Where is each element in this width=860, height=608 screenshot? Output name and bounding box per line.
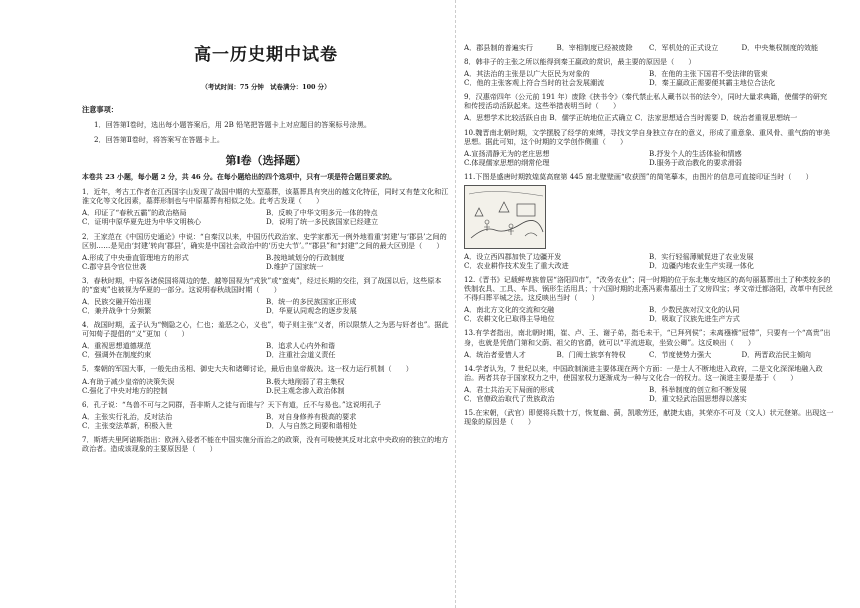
question-stem: 4．战国时期，孟子认为“恻隐之心，仁也；羞恶之心，义也”，荀子则主张“义者，所以限禁人之为恶与奸者也”。据此可知荀子提倡的“义”更加（ ） xyxy=(82,320,449,339)
answer-option: A．其法治的主张是以广大臣民为对象的 xyxy=(464,69,590,79)
answer-option: B．少数民族对汉文化的认同 xyxy=(649,305,740,315)
answer-option: B.按地域划分的行政制度 xyxy=(266,252,345,262)
question xyxy=(464,275,834,323)
answer-option: C．主张变法革新，积极入世 xyxy=(82,420,173,430)
answer-option: A.有助于减少皇帝的决策失误 xyxy=(82,376,175,386)
answer-option: A．南北方文化的交流和交融 xyxy=(464,305,555,315)
question-options xyxy=(464,69,834,87)
answer-option: C．兼并战争十分频繁 xyxy=(82,306,152,316)
answer-option: C．官僚政治取代了贵族政治 xyxy=(464,393,555,403)
harvest-mural-image xyxy=(464,185,546,249)
question-options xyxy=(82,377,450,395)
answer-option: B．在他的主张下国君不受法律的管束 xyxy=(649,69,768,79)
answer-option: B．统一的多民族国家正形成 xyxy=(266,297,357,306)
question-stem: 14.学者认为，7 世纪以来，中国政制演进主要体现在两个方面：一是士人不断地进入政府，二是文化深深地融入政治。两者共存于国家权力之中，使国家权力逐渐成为一种与文化合一的权力。这一演进主要是基于（ ） xyxy=(464,363,823,382)
answer-option: C．节度使势力强大 xyxy=(649,349,712,359)
answer-option: C．农业耕作技术发生了重大改进 xyxy=(464,261,569,271)
question-stem: 12.《晋书》记载鲜卑族曾居“洛阳四市”，“改务农业”；同一时期的位于东北集安地区的高句丽墓葬出土了种类较多的铁制农具、工具、车具、锅形生活用具；十六国时期的北燕冯素弗墓出土了文房四宝；孝文帝迁都洛阳，改革中有民丝不得归葬平城之法。这反映出当时（ ） xyxy=(464,275,833,303)
answer-option: A.形成了中央垂直管理地方的形式 xyxy=(82,252,189,262)
answer-option: A．郡县制的普遍实行 xyxy=(464,43,533,52)
question xyxy=(464,57,834,87)
answer-option: A．印证了“春秋五霸”的政治格局 xyxy=(82,208,187,218)
answer-option: D．人与自然之间要和谐相处 xyxy=(266,420,357,430)
question-stem: 10.魏晋南北朝时期，文学摆脱了经学的束缚，寻找文学自身独立存在的意义，形成了重意象、重风骨、重气韵的审美思想。据此可知，这个时期的文学创作侧重（ ） xyxy=(464,127,830,146)
answer-option: D.民主观念渗入政治体制 xyxy=(266,385,345,395)
question-options xyxy=(82,412,450,430)
left-column xyxy=(82,0,450,608)
answer-option: D．两晋政治民主倾向 xyxy=(741,349,812,359)
question xyxy=(82,400,450,430)
notice-item: 1．回答第Ⅰ卷时，选出每小题答案后，用 2B 铅笔把答题卡上对应题目的答案标号涂黑。 xyxy=(94,120,371,130)
question xyxy=(82,276,450,315)
answer-option: D．边疆内地农业生产实现一体化 xyxy=(649,261,754,271)
question-stem: 11.下图是盛唐时期敦煌莫高窟第 445 窟北壁壁画“收获图”的简笔摹本，由图片的信息可直接印证当时（ ） xyxy=(464,171,813,181)
answer-option: D．秦王嬴政正需要便其霸主地位合法化 xyxy=(649,78,776,88)
answer-option: C.体现儒家思想的纲常伦理 xyxy=(464,157,550,167)
question xyxy=(464,172,834,270)
answer-option: D．重文轻武治国思想得以落实 xyxy=(649,393,747,403)
section-title: 第Ⅰ卷（选择题） xyxy=(225,154,307,168)
answer-option: A．设立西四郡加快了边疆开发 xyxy=(464,251,562,261)
answer-option: D．吸取了汉族先进生产方式 xyxy=(649,314,740,324)
answer-option: A.宣扬清静无为的老庄思想 xyxy=(464,148,550,158)
answer-option: D．说明了统一多民族国家已经建立 xyxy=(266,217,379,227)
question-stem: 13.有学者指出，南北朝时期，崔、卢、王、谢子弟，指毛未干，“已拜列侯”；未离襁褓“冠带”，只要有一个“高贵”出身，也就是凭借门第和父荫、祖父的官爵，就可以“平流进取，坐致公卿”。这反映出（ ） xyxy=(464,328,831,347)
answer-option: D．中央集权制度的效能 xyxy=(741,43,819,52)
answer-option: D．华夏认同观念的逐步发展 xyxy=(266,306,357,316)
question-stem: 15.在宋朝，（武官）即便将兵数十万，恢复幽、蓟，凯歌劳还，献捷太庙，其荣亦不可及（文人）状元登第。出现这一现象的原因是（ ） xyxy=(464,408,834,427)
answer-option: C．强调外在制度约束 xyxy=(82,350,152,360)
answer-option: A．君士共治天下局面的形成 xyxy=(464,384,555,394)
question-options xyxy=(82,253,450,271)
question-stem: 6．孔子说：“鸟兽不可与之同群，吾非斯人之徒与而谁与？天下有道，丘不与易也。”这说明孔子 xyxy=(82,399,382,409)
question-options xyxy=(464,252,834,270)
right-column xyxy=(464,0,834,608)
answer-option: C．农耕文化已取得主导地位 xyxy=(464,314,555,324)
answer-option: A．主张实行礼治，反对法治 xyxy=(82,411,173,421)
question xyxy=(82,320,450,359)
answer-option: C.强化了中央对地方的控制 xyxy=(82,385,168,395)
question-stem: 7．斯塔夫里阿诺斯指出：欧洲入侵者不能在中国实施分而治之的政策，没有可唆使其反对北京中央政府的独立的地方政治者。造成该现象的主要原因是（ ） xyxy=(82,434,449,454)
question-options xyxy=(464,149,834,167)
answer-option: B.极大地削弱了君主集权 xyxy=(266,376,345,386)
question-options xyxy=(464,385,834,403)
question xyxy=(82,232,450,271)
answer-option: C．证明中原华夏先进为中华文明核心 xyxy=(82,217,201,227)
answer-option: B．科举制度的创立和不断发展 xyxy=(649,384,747,394)
answer-option: B．宰相制度已经被废除 xyxy=(556,43,633,52)
answer-option: B．反映了中华文明多元一体的特点 xyxy=(266,208,378,218)
answer-option: C．军机处的正式设立 xyxy=(649,43,719,52)
question xyxy=(82,187,450,226)
question-list xyxy=(464,43,834,426)
question-stem: 2．王家范在《中国历史通论》中说：“自秦汉以来，中国历代政治家、史学家都无一例外地看重‘封建’与‘郡县’之间的区别……是见由‘封建’转向‘郡县’，确实是中国社会政治中的‘历史大节’。”“郡县”和“封建”之间的最大区别是（ ） xyxy=(82,231,447,250)
answer-option: B．实行轻徭薄赋促进了农业发展 xyxy=(649,251,754,261)
answer-option: B．对自身修养有极高的要求 xyxy=(266,411,357,421)
exam-title: 高一历史期中试卷 xyxy=(194,45,338,65)
answer-option: A．思想学术比较活跃自由 B．儒学正统地位正式确立 C．法家思想适合当时需要 D．统治者重视思想统一 xyxy=(464,113,798,123)
question-options xyxy=(82,297,450,315)
answer-option: D.维护了国家统一 xyxy=(266,261,324,271)
column-divider xyxy=(455,0,456,608)
exam-info: （考试时间：75 分钟 试卷满分：100 分） xyxy=(201,82,331,91)
answer-option: B.抒发个人的生活体验和情感 xyxy=(649,148,742,158)
question xyxy=(464,92,834,122)
answer-option: A．民族交融开始出现 xyxy=(82,297,151,306)
question-stem: 5．秦朝的军国大事，一般先由丞相、御史大夫和诸卿讨论，最后由皇帝裁决。这一权力运行机制（ ） xyxy=(82,364,413,374)
question-stem: 8．韩非子的主张之所以能得到秦王嬴政的赏识，最主要的原因是（ ） xyxy=(464,57,696,67)
answer-option: D.服务于政治教化的要求滑弱 xyxy=(649,157,742,167)
question-list xyxy=(82,187,450,453)
question-options xyxy=(82,341,450,359)
answer-option: B．门阀士族享有特权 xyxy=(556,349,626,359)
question xyxy=(464,128,834,167)
question xyxy=(464,364,834,403)
answer-option: A．统治者爱惜人才 xyxy=(464,349,526,359)
notice-item: 2．回答第Ⅱ卷时，将答案写在答题卡上。 xyxy=(94,135,224,145)
answer-option: B．追求人心内外和谐 xyxy=(266,341,336,351)
question-options xyxy=(464,350,834,359)
section-description: 本卷共 23 小题，每小题 2 分，共 46 分。在每小题给出的四个选项中，只有一项是符合题目要求的。 xyxy=(82,173,396,182)
question xyxy=(464,408,834,426)
answer-option: A．重视思想道德规范 xyxy=(82,341,151,351)
question xyxy=(82,435,450,453)
answer-option: C．他的主张客观上符合当时的社会发展潮流 xyxy=(464,78,605,88)
question-options xyxy=(464,43,834,52)
answer-option: D．注重社会道义责任 xyxy=(266,350,336,360)
question-options xyxy=(464,113,834,122)
question-stem: 3．春秋时期，中原各诸侯国将周边的楚、越等国视为“戎狄”或“蛮夷”，经过长期的交往，到了战国以后，这些原本的“蛮夷”也被视为华夏的一部分。这说明春秋战国时期（ ） xyxy=(82,275,442,294)
question xyxy=(464,328,834,358)
notice-title: 注意事项： xyxy=(82,104,118,114)
question xyxy=(82,364,450,394)
question-options xyxy=(464,305,834,323)
question-stem: 1．近年，考古工作者在江西国字山发现了战国中期的大型墓葬，该墓葬具有突出的越文化特征，同时又有楚文化和江淮文化等文化因素，墓葬形制也与中原墓葬有相似之处。此考古发现（ ） xyxy=(82,187,449,206)
question-stem: 9．汉惠帝四年（公元前 191 年）废除《挟书令》（秦代禁止私人藏书以书的法令），同时大量求典籍，使儒学的研究和传授活动活跃起来。这些举措表明当时（ ） xyxy=(464,92,828,111)
question xyxy=(464,43,834,52)
question-options xyxy=(82,208,450,226)
answer-option: C.郡守县令官位世袭 xyxy=(82,261,147,271)
